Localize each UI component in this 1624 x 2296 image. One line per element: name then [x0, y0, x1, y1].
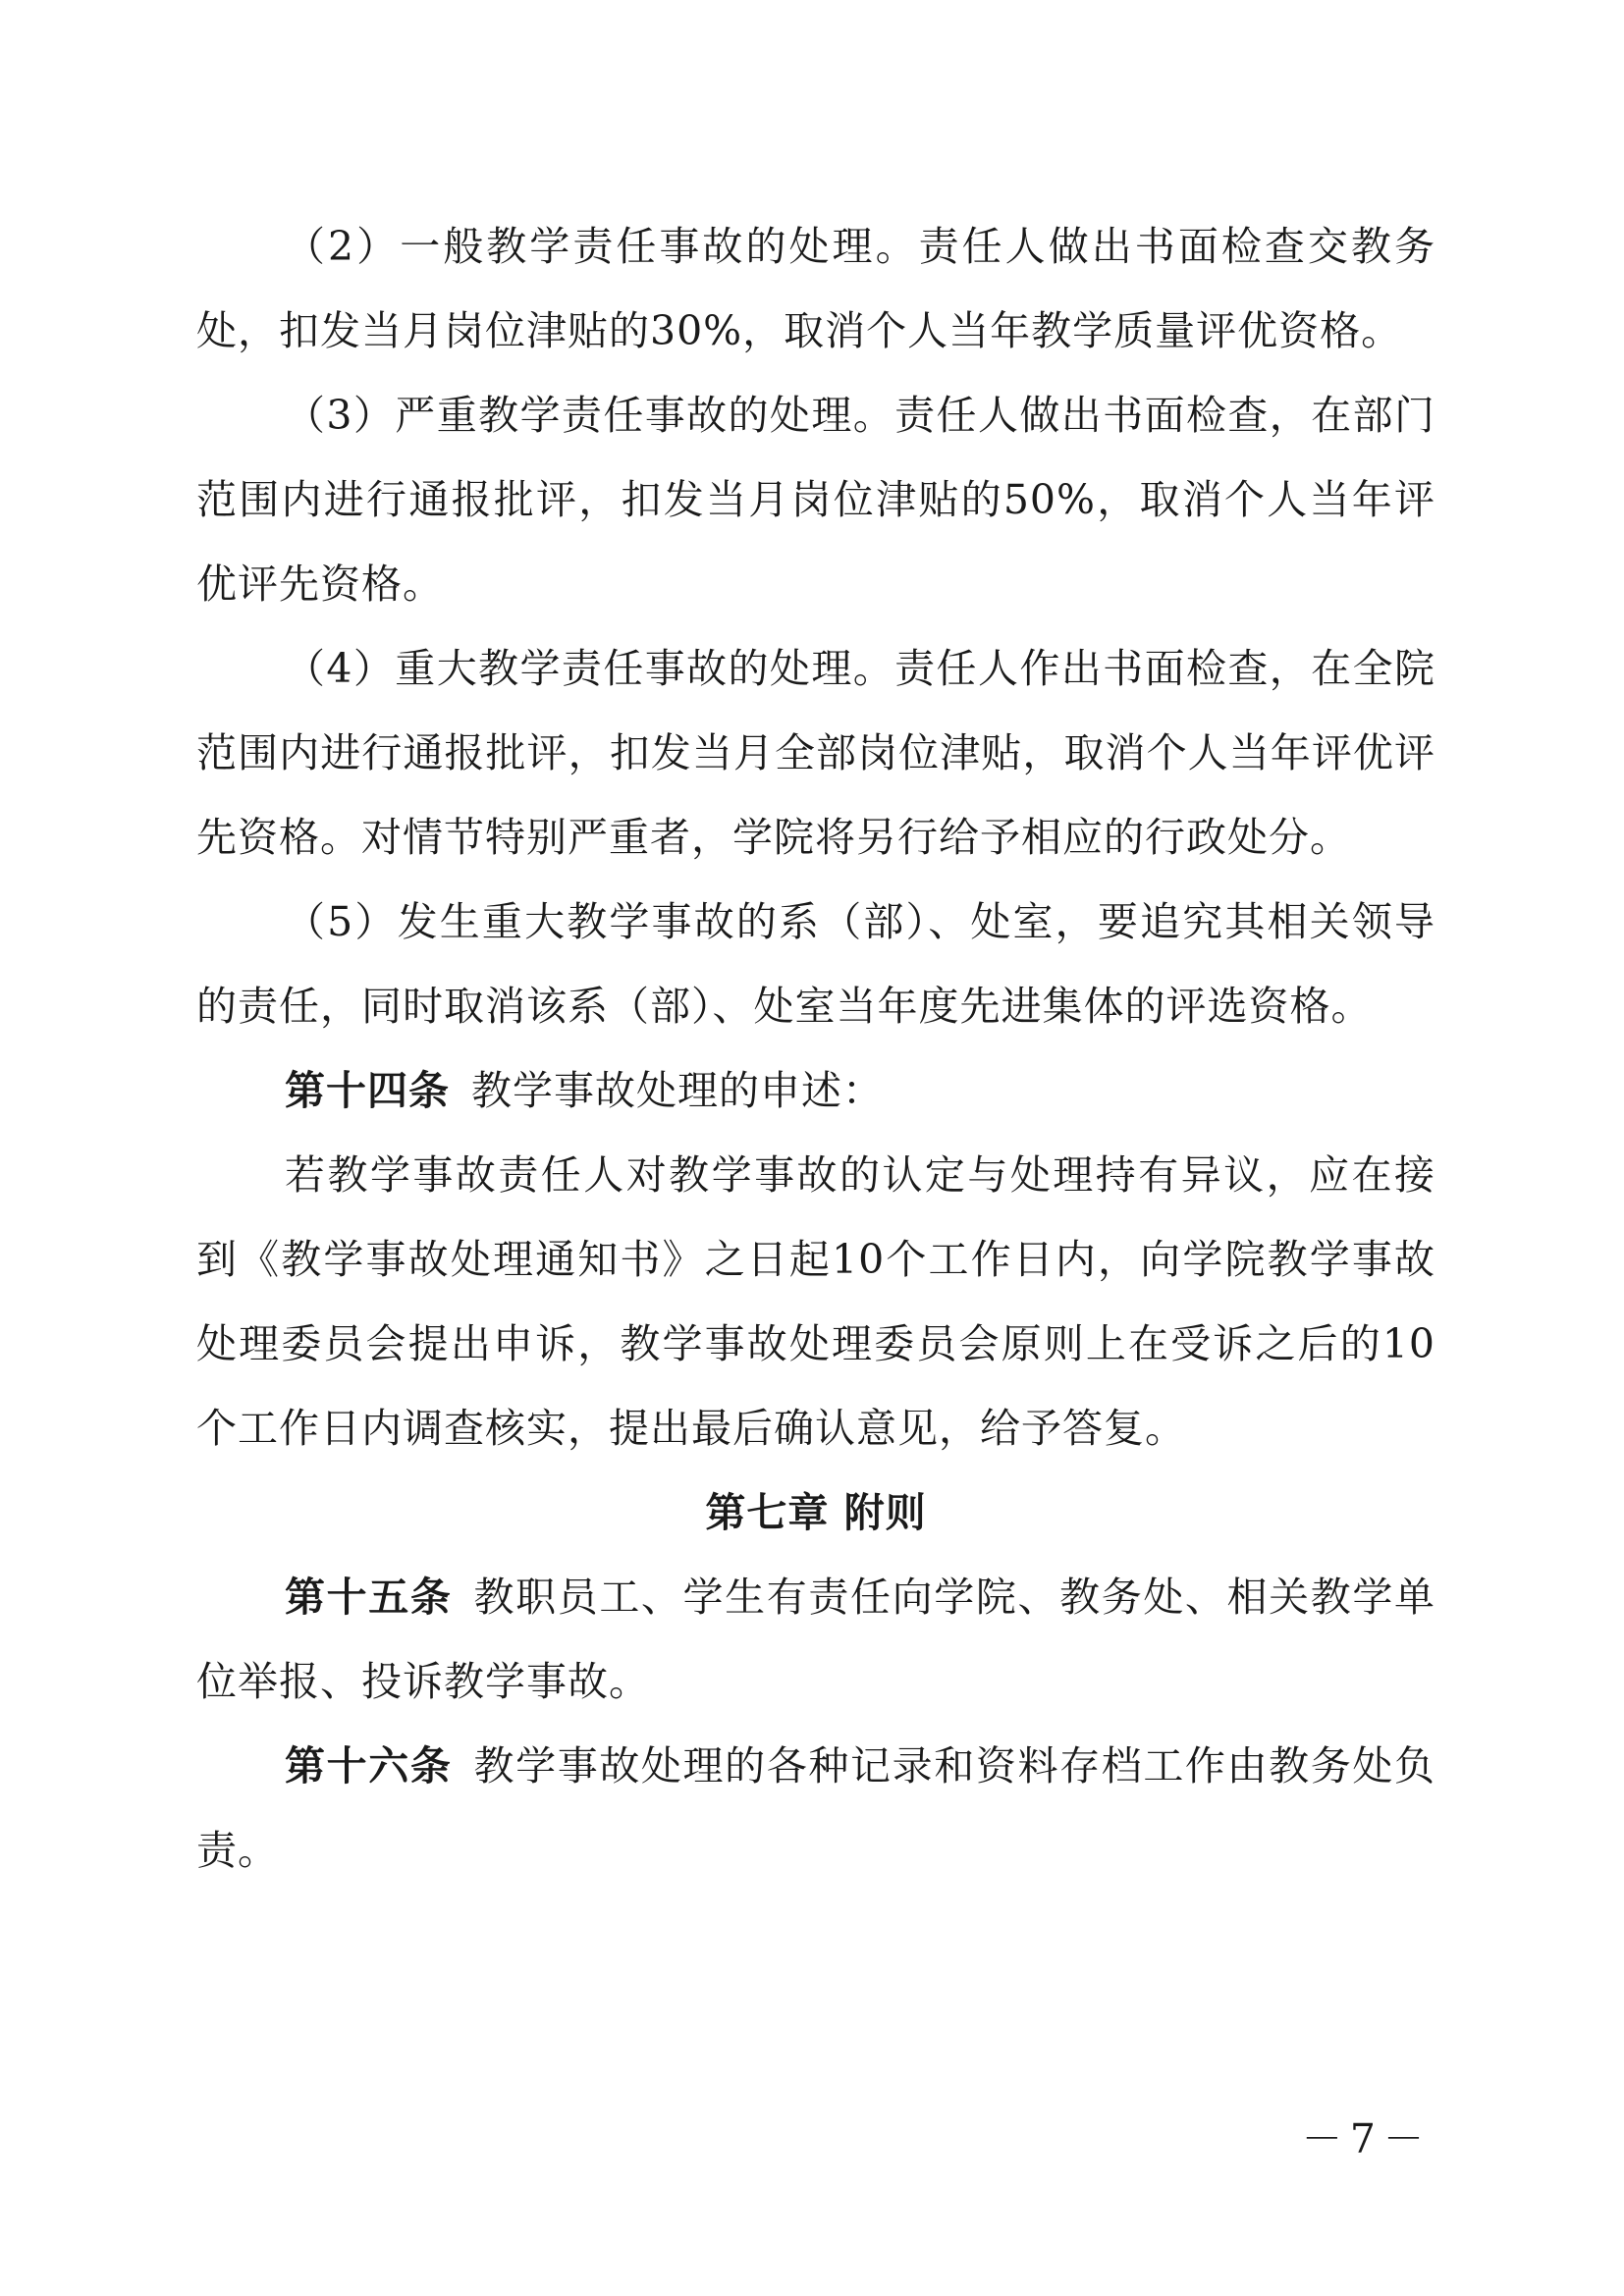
article-14-title: 教学事故处理的申述：	[471, 1067, 884, 1114]
article-16-label: 第十六条	[285, 1742, 453, 1789]
paragraph-item-4: （4）重大教学责任事故的处理。责任人作出书面检查，在全院范围内进行通报批评，扣发当月全部岗位津贴，取消个人当年评优评先资格。对情节特别严重者，学院将另行给予相应的行政处分。	[196, 645, 1435, 861]
article-16-body: 教学事故处理的各种记录和资料存档工作由教务处负责。	[196, 1742, 1436, 1874]
paragraph-item-2: （2）一般教学责任事故的处理。责任人做出书面检查交教务处，扣发当月岗位津贴的30%，取消个人当年教学质量评优资格。	[196, 223, 1435, 354]
paragraph-item-3: （3）严重教学责任事故的处理。责任人做出书面检查，在部门范围内进行通报批评，扣发当月岗位津贴的50%，取消个人当年评优评先资格。	[196, 392, 1435, 608]
article-14-label: 第十四条	[285, 1067, 450, 1114]
article-15-label: 第十五条	[285, 1574, 453, 1621]
article-15-body: 教职员工、学生有责任向学院、教务处、相关教学单位举报、投诉教学事故。	[196, 1574, 1436, 1705]
chapter-7-title: 第七章 附则	[705, 1489, 927, 1536]
article-14-body: 若教学事故责任人对教学事故的认定与处理持有异议，应在接到《教学事故处理通知书》之日起10个工作日内，向学院教学事故处理委员会提出申诉，教学事故处理委员会原则上在受诉之后的10个工作日内调查核实，提出最后确认意见，给予答复。	[196, 1151, 1435, 1452]
article-16	[196, 1724, 1435, 1893]
document-page	[196, 204, 1435, 1893]
article-15	[196, 1555, 1435, 1724]
paragraph-item-5: （5）发生重大教学事故的系（部）、处室，要追究其相关领导的责任，同时取消该系（部）、处室当年度先进集体的评选资格。	[196, 898, 1435, 1030]
page-number: －7－	[1301, 2115, 1432, 2163]
article-14-heading	[196, 1048, 1435, 1133]
